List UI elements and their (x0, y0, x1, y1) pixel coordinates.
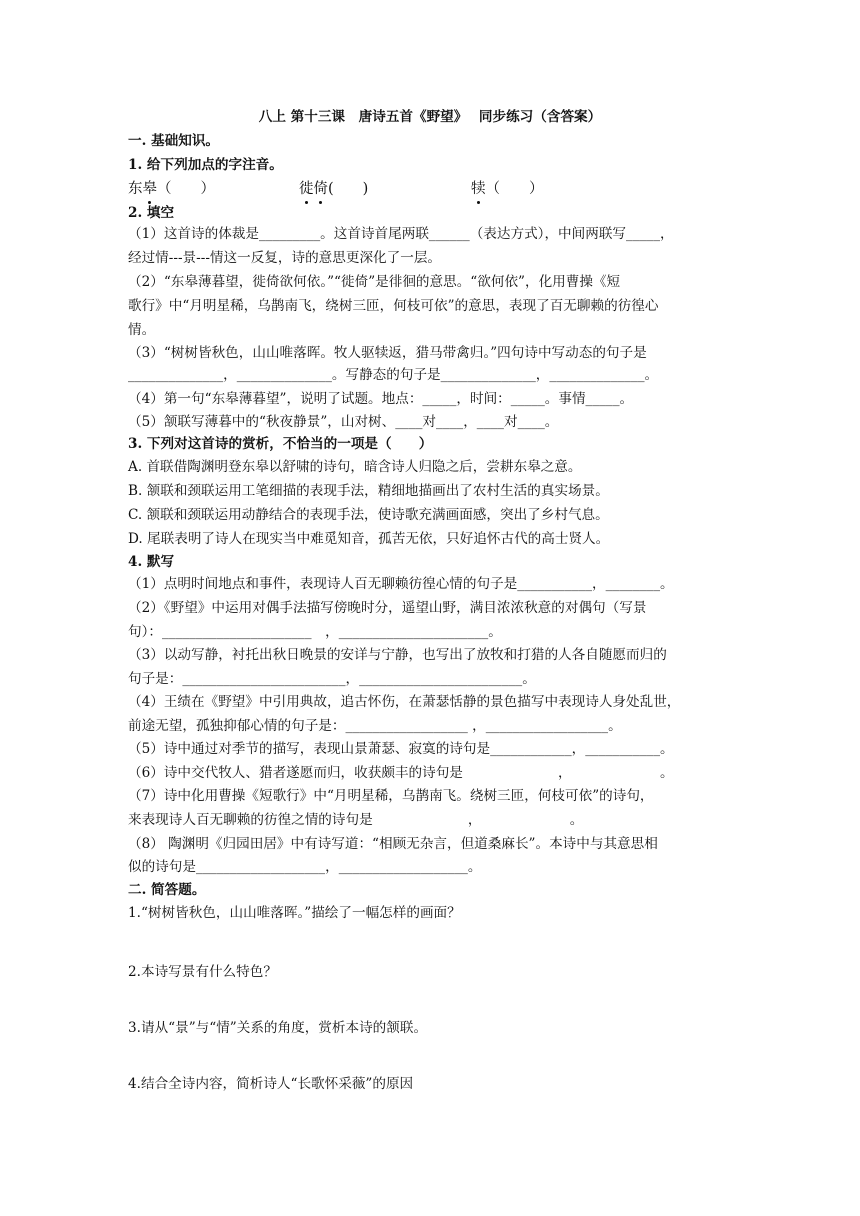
q4-line: （8） 陶渊明《归园田居》中有诗写道：“相顾无杂言，但道桑麻长”。本诗中与其意思相 (128, 836, 658, 852)
section-short-answer: 二. 简答题。 (128, 882, 206, 898)
short-answer-question-2: 2.本诗写景有什么特色？ (128, 964, 277, 980)
question-1-items (128, 177, 738, 201)
q2-line: （1）这首诗的体裁是_________。这首诗首尾两联______（表达方式），中间两联写_____， (128, 226, 674, 242)
question-4-heading: 4. 默写 (128, 554, 175, 570)
q4-line: 来表现诗人百无聊赖的彷徨之情的诗句是 ， 。 (128, 812, 584, 828)
q4-line: （2）《野望》中运用对偶手法描写傍晚时分，遥望山野，满目浓浓秋意的对偶句（写景 (128, 600, 647, 616)
q2-line: 歌行》中“月明星稀，乌鹊南飞，绕树三匝，何枝可依”的意思，表现了百无聊赖的彷徨心 (128, 298, 659, 314)
short-answer-question-3: 3.请从“景”与“情”关系的角度，赏析本诗的颔联。 (128, 1020, 428, 1036)
q2-line: （2）“东皋薄暮望，徙倚欲何依。”“徙倚”是徘徊的意思。“欲何依”，化用曹操《短 (128, 274, 621, 290)
pinyin-item-2: 徙倚( ) (299, 177, 368, 201)
q2-line: ______________，______________。写静态的句子是______________，______________。 (128, 367, 659, 383)
q2-line: （5）颔联写薄暮中的“秋夜静景”，山对树、____对____，____对____。 (128, 414, 559, 430)
q4-line: （7）诗中化用曹操《短歌行》中“月明星稀，乌鹊南飞。绕树三匝，何枝可依”的诗句， (128, 788, 654, 804)
q4-line: （4）王绩在《野望》中引用典故，追古怀伤，在萧瑟恬静的景色描写中表现诗人身处乱世， (128, 694, 681, 710)
q4-line: 句）：______________________ ，______________________。 (128, 624, 502, 640)
q4-line: 句子是：________________________，________________________。 (128, 671, 536, 687)
q3-option-c: C. 颔联和颈联运用动静结合的表现手法，使诗歌充满画面感，突出了乡村气息。 (128, 507, 609, 523)
pinyin-item-1: 东皋（ ） (128, 177, 215, 201)
q2-line: 情。 (128, 322, 156, 338)
question-3-heading: 3. 下列对这首诗的赏析，不恰当的一项是（ ） (128, 436, 433, 452)
q2-line: （4）第一句“东皋薄暮望”，说明了试题。地点：_____，时间：_____。事情_____。 (128, 391, 634, 407)
q4-line: 前途无望，孤独抑郁心情的句子是：__________________ ，__________________。 (128, 718, 622, 734)
pinyin-item-3: 犊（ ） (471, 177, 544, 201)
q4-line: （1）点明时间地点和事件，表现诗人百无聊赖彷徨心情的句子是___________，________。 (128, 576, 674, 592)
q3-option-a: A. 首联借陶渊明登东皋以舒啸的诗句，暗含诗人归隐之后，尝耕东皋之意。 (128, 459, 582, 475)
q2-line: 经过情---景---情这一反复，诗的意思更深化了一层。 (128, 250, 442, 266)
q4-line: （3）以动写静，衬托出秋日晚景的安详与宁静，也写出了放牧和打猎的人各自随愿而归的 (128, 647, 667, 663)
section-basic-knowledge: 一. 基础知识。 (128, 133, 220, 149)
short-answer-question-1: 1.“树树皆秋色，山山唯落晖。”描绘了一幅怎样的画面？ (128, 905, 461, 921)
q4-line: （6）诗中交代牧人、猎者遂愿而归，收获颇丰的诗句是 ， 。 (128, 765, 674, 781)
q4-line: 似的诗句是___________________，___________________。 (128, 859, 482, 875)
q2-line: （3）“树树皆秋色，山山唯落晖。牧人驱犊返，猎马带禽归。”四句诗中写动态的句子是 (128, 345, 647, 361)
q3-option-d: D. 尾联表明了诗人在现实当中难觅知音，孤苦无依，只好追怀古代的高士贤人。 (128, 531, 610, 547)
question-2-heading: 2. 填空 (128, 205, 175, 221)
q3-option-b: B. 颔联和颈联运用工笔细描的表现手法，精细地描画出了农村生活的真实场景。 (128, 483, 609, 499)
question-1-heading: 1. 给下列加点的字注音。 (128, 157, 283, 173)
document-title: 八上 第十三课 唐诗五首《野望》 同步练习（含答案） (258, 109, 602, 125)
short-answer-question-4: 4.结合全诗内容，简析诗人“长歌怀采薇”的原因 (128, 1076, 414, 1092)
q4-line: （5）诗中通过对季节的描写，表现山景萧瑟、寂寞的诗句是____________，___________。 (128, 741, 674, 757)
